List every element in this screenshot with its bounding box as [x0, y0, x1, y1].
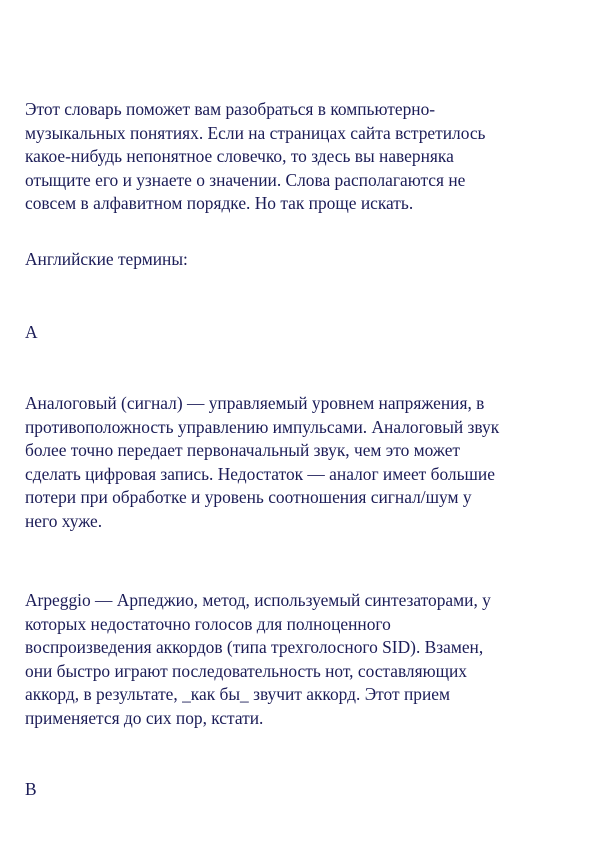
- definition-line: противоположность управлению импульсами. Аналоговый звук: [25, 416, 500, 437]
- section-letter-a: A: [25, 322, 38, 342]
- definition-line: которых недостаточно голосов для полноценного: [25, 613, 391, 634]
- definition-line: него хуже.: [25, 510, 103, 531]
- intro-line: Этот словарь поможет вам разобраться в компьютерно-: [25, 99, 436, 119]
- definition-line: сделать цифровая запись. Недостаток — аналог имеет большие: [25, 463, 495, 484]
- intro-line: музыкальных понятиях. Если на страницах сайта встретилось: [25, 122, 486, 143]
- section-letter-b: B: [25, 779, 37, 799]
- definition-line: применяется до сих пор, кстати.: [25, 707, 264, 728]
- definition-line: воспроизведения аккордов (типа трехголосного SID). Взамен,: [25, 637, 484, 658]
- definition-line: более точно передает первоначальный звук, чем это может: [25, 440, 461, 461]
- definition-line: аккорд, в результате, _как бы_ звучит аккорд. Этот прием: [25, 684, 450, 705]
- definition-line: они быстро играют последовательность нот, составляющих: [25, 660, 467, 681]
- definition-line: Arpeggio — Арпеджио, метод, используемый синтезаторами, у: [25, 590, 491, 610]
- intro-line: какое-нибудь непонятное словечко, то здесь вы наверняка: [25, 146, 454, 167]
- intro-paragraph: [25, 98, 570, 216]
- english-terms-heading: Английские термины:: [25, 249, 188, 269]
- definition-line: потери при обработке и уровень соотношения сигнал/шум у: [25, 487, 472, 508]
- intro-line: совсем в алфавитном порядке. Но так проще искать.: [25, 193, 414, 214]
- definition-line: Аналоговый (сигнал) — управляемый уровнем напряжения, в: [25, 393, 485, 413]
- intro-line: отыщите его и узнаете о значении. Слова располагаются не: [25, 169, 466, 190]
- definition-arpeggio: [25, 589, 570, 731]
- definition-analog: [25, 392, 570, 534]
